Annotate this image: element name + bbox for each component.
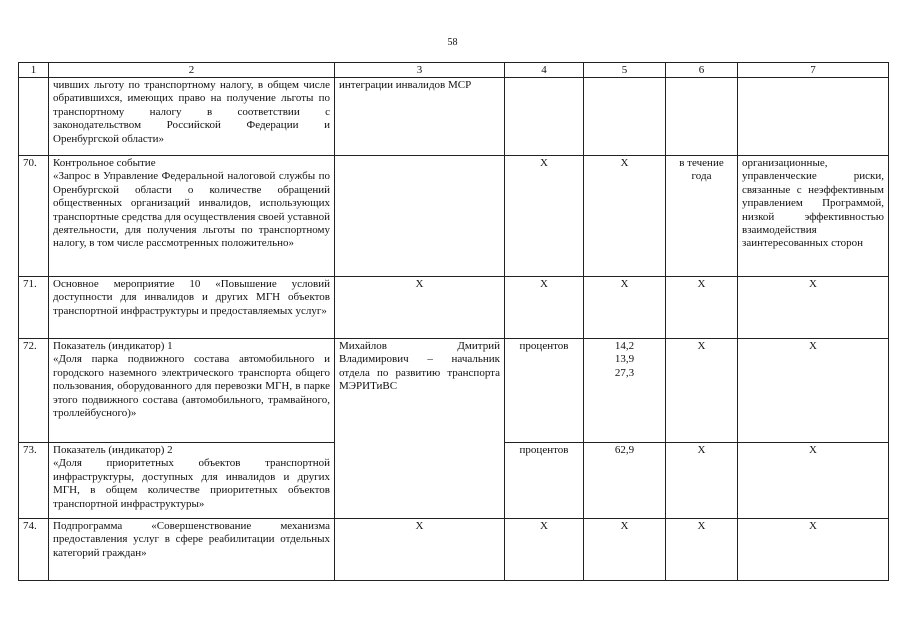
row-number: 70. [19, 156, 49, 277]
table-row [19, 277, 889, 339]
column-header: 2 [49, 63, 335, 78]
column-header: 7 [738, 63, 889, 78]
row-value: X [584, 519, 666, 581]
row-risks: X [738, 443, 889, 519]
row-term: X [666, 519, 738, 581]
row-description: чивших льготу по транспортному налогу, в общем числе обратившихся, имеющих право на получение льготы по транспортному налогу в соответствии с законодательством Российской Федерации и Оренбургской области» [49, 78, 335, 156]
row-unit: X [505, 156, 584, 277]
row-term: X [666, 339, 738, 443]
row-description: Основное мероприятие 10 «Повышение условий доступности для инвалидов и других МГН объектов транспортной инфраструктуры и предоставляемых услуг» [49, 277, 335, 339]
row-value: 62,9 [584, 443, 666, 519]
row-description: Подпрограмма «Совершенствование механизма предоставления услуг в сфере реабилитации отдельных категорий граждан» [49, 519, 335, 581]
table-row [19, 78, 889, 156]
row-risks [738, 78, 889, 156]
row-risks: X [738, 519, 889, 581]
row-term: X [666, 277, 738, 339]
row-value: 14,2 13,9 27,3 [584, 339, 666, 443]
row-description: Контрольное событие «Запрос в Управление Федеральной налоговой службы по Оренбургской области о количестве обращений общественных организаций инвалидов, использующих транспортные средства для осуществления своей уставной деятельности, для получения льготы по транспортному налогу, в том числе рассмотренных положительно» [49, 156, 335, 277]
table-row [19, 519, 889, 581]
row-risks: X [738, 277, 889, 339]
row-number: 73. [19, 443, 49, 519]
column-header: 3 [335, 63, 505, 78]
row-responsible: X [335, 277, 505, 339]
row-unit: X [505, 277, 584, 339]
column-header: 4 [505, 63, 584, 78]
row-unit: X [505, 519, 584, 581]
row-value: X [584, 156, 666, 277]
row-risks: организационные, управленческие риски, связанные с неэффективным управлением Программой, низкой эффективностью взаимодействия заинтересованных сторон [738, 156, 889, 277]
document-table [18, 62, 889, 581]
table-row [19, 156, 889, 277]
column-header: 5 [584, 63, 666, 78]
row-number: 74. [19, 519, 49, 581]
row-term [666, 78, 738, 156]
row-unit: процентов [505, 339, 584, 443]
row-responsible: X [335, 519, 505, 581]
row-description: Показатель (индикатор) 1 «Доля парка подвижного состава автомобильного и городского наземного электрического транспорта общего пользования, оборудованного для перевозки МГН, в парке этого подвижного состава (автомобильного, трамвайного, троллейбусного)» [49, 339, 335, 443]
header-row [19, 63, 889, 78]
row-term: в течение года [666, 156, 738, 277]
row-value [584, 78, 666, 156]
column-header: 1 [19, 63, 49, 78]
row-term: X [666, 443, 738, 519]
row-responsible [335, 156, 505, 277]
row-responsible: Михайлов Дмитрий Владимирович – начальник отдела по развитию транспорта МЭРИТиВС [335, 339, 505, 519]
row-number: 71. [19, 277, 49, 339]
row-description: Показатель (индикатор) 2 «Доля приоритетных объектов транспортной инфраструктуры, доступных для инвалидов и других МГН, в общем количестве приоритетных объектов транспортной инфраструктуры» [49, 443, 335, 519]
row-number [19, 78, 49, 156]
row-unit [505, 78, 584, 156]
row-responsible: интеграции инвалидов МСР [335, 78, 505, 156]
page-number: 58 [447, 37, 458, 48]
row-number: 72. [19, 339, 49, 443]
row-unit: процентов [505, 443, 584, 519]
column-header: 6 [666, 63, 738, 78]
table-row [19, 339, 889, 443]
row-risks: X [738, 339, 889, 443]
row-value: X [584, 277, 666, 339]
